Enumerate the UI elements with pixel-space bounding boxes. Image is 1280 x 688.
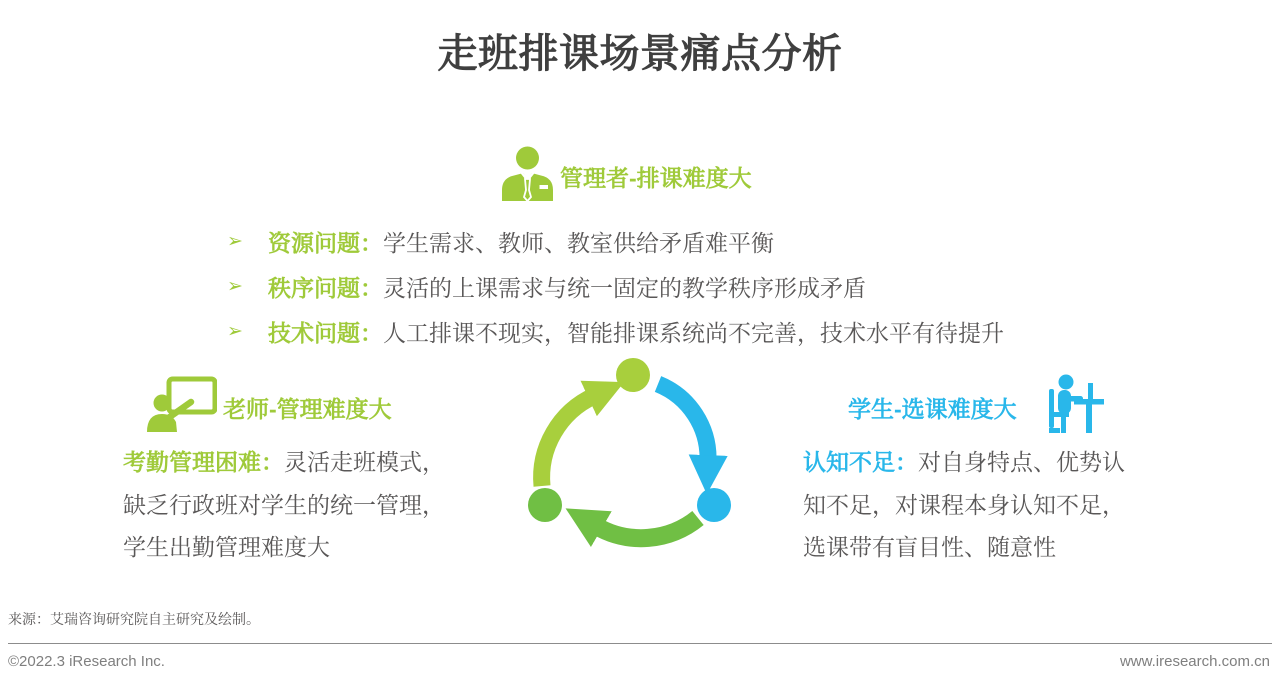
- bullet-label: 技术问题：: [268, 320, 383, 346]
- student-at-desk-icon: [1046, 374, 1106, 439]
- bullet-label: 资源问题：: [268, 230, 383, 256]
- cycle-dot-top: [616, 358, 650, 392]
- teacher-line-1: 考勤管理困难：灵活走班模式，: [123, 449, 445, 475]
- arrow-bullet-icon: ➢: [227, 321, 243, 342]
- website-text: www.iresearch.com.cn: [1119, 653, 1270, 670]
- student-line-2: 知不足，对课程本身认知不足，: [803, 491, 1125, 518]
- cycle-dot-left: [528, 488, 562, 522]
- teacher-blackboard-icon: [147, 376, 217, 437]
- manager-bullet-list: [227, 219, 1004, 354]
- bullet-label: 秩序问题：: [268, 275, 383, 301]
- student-line-1: 认知不足：对自身特点、优势认: [803, 449, 1125, 475]
- teacher-label: 考勤管理困难：: [123, 449, 284, 475]
- cycle-arrows-diagram: [508, 358, 758, 585]
- teacher-description: [123, 441, 445, 569]
- arrow-bullet-icon: ➢: [227, 276, 243, 297]
- bullet-text: 学生需求、教师、教室供给矛盾难平衡: [383, 230, 774, 256]
- footer-divider: [8, 643, 1272, 644]
- page-title: 走班排课场景痛点分析: [437, 32, 843, 76]
- bullet-row-technology: [227, 309, 1004, 354]
- bullet-text: 人工排课不现实，智能排课系统尚不完善，技术水平有待提升: [383, 320, 1004, 346]
- student-line-3: 选课带有盲目性、随意性: [803, 534, 1056, 560]
- manager-heading: 管理者-排课难度大: [560, 165, 752, 191]
- teacher-line-2: 缺乏行政班对学生的统一管理，: [123, 491, 445, 518]
- student-heading: 学生-选课难度大: [848, 396, 1017, 422]
- manager-icon: [498, 146, 558, 206]
- bullet-row-resource: [227, 219, 1004, 264]
- teacher-heading: 老师-管理难度大: [223, 396, 392, 422]
- bullet-text: 灵活的上课需求与统一固定的教学秩序形成矛盾: [383, 275, 866, 301]
- teacher-line-3: 学生出勤管理难度大: [123, 534, 330, 560]
- cycle-dot-right: [697, 488, 731, 522]
- source-note: 来源：艾瑞咨询研究院自主研究及绘制。: [8, 611, 260, 627]
- arrow-bullet-icon: ➢: [227, 231, 243, 252]
- bullet-row-order: [227, 264, 1004, 309]
- copyright-text: ©2022.3 iResearch Inc.: [8, 653, 165, 670]
- student-label: 认知不足：: [803, 449, 918, 475]
- student-description: [803, 441, 1125, 569]
